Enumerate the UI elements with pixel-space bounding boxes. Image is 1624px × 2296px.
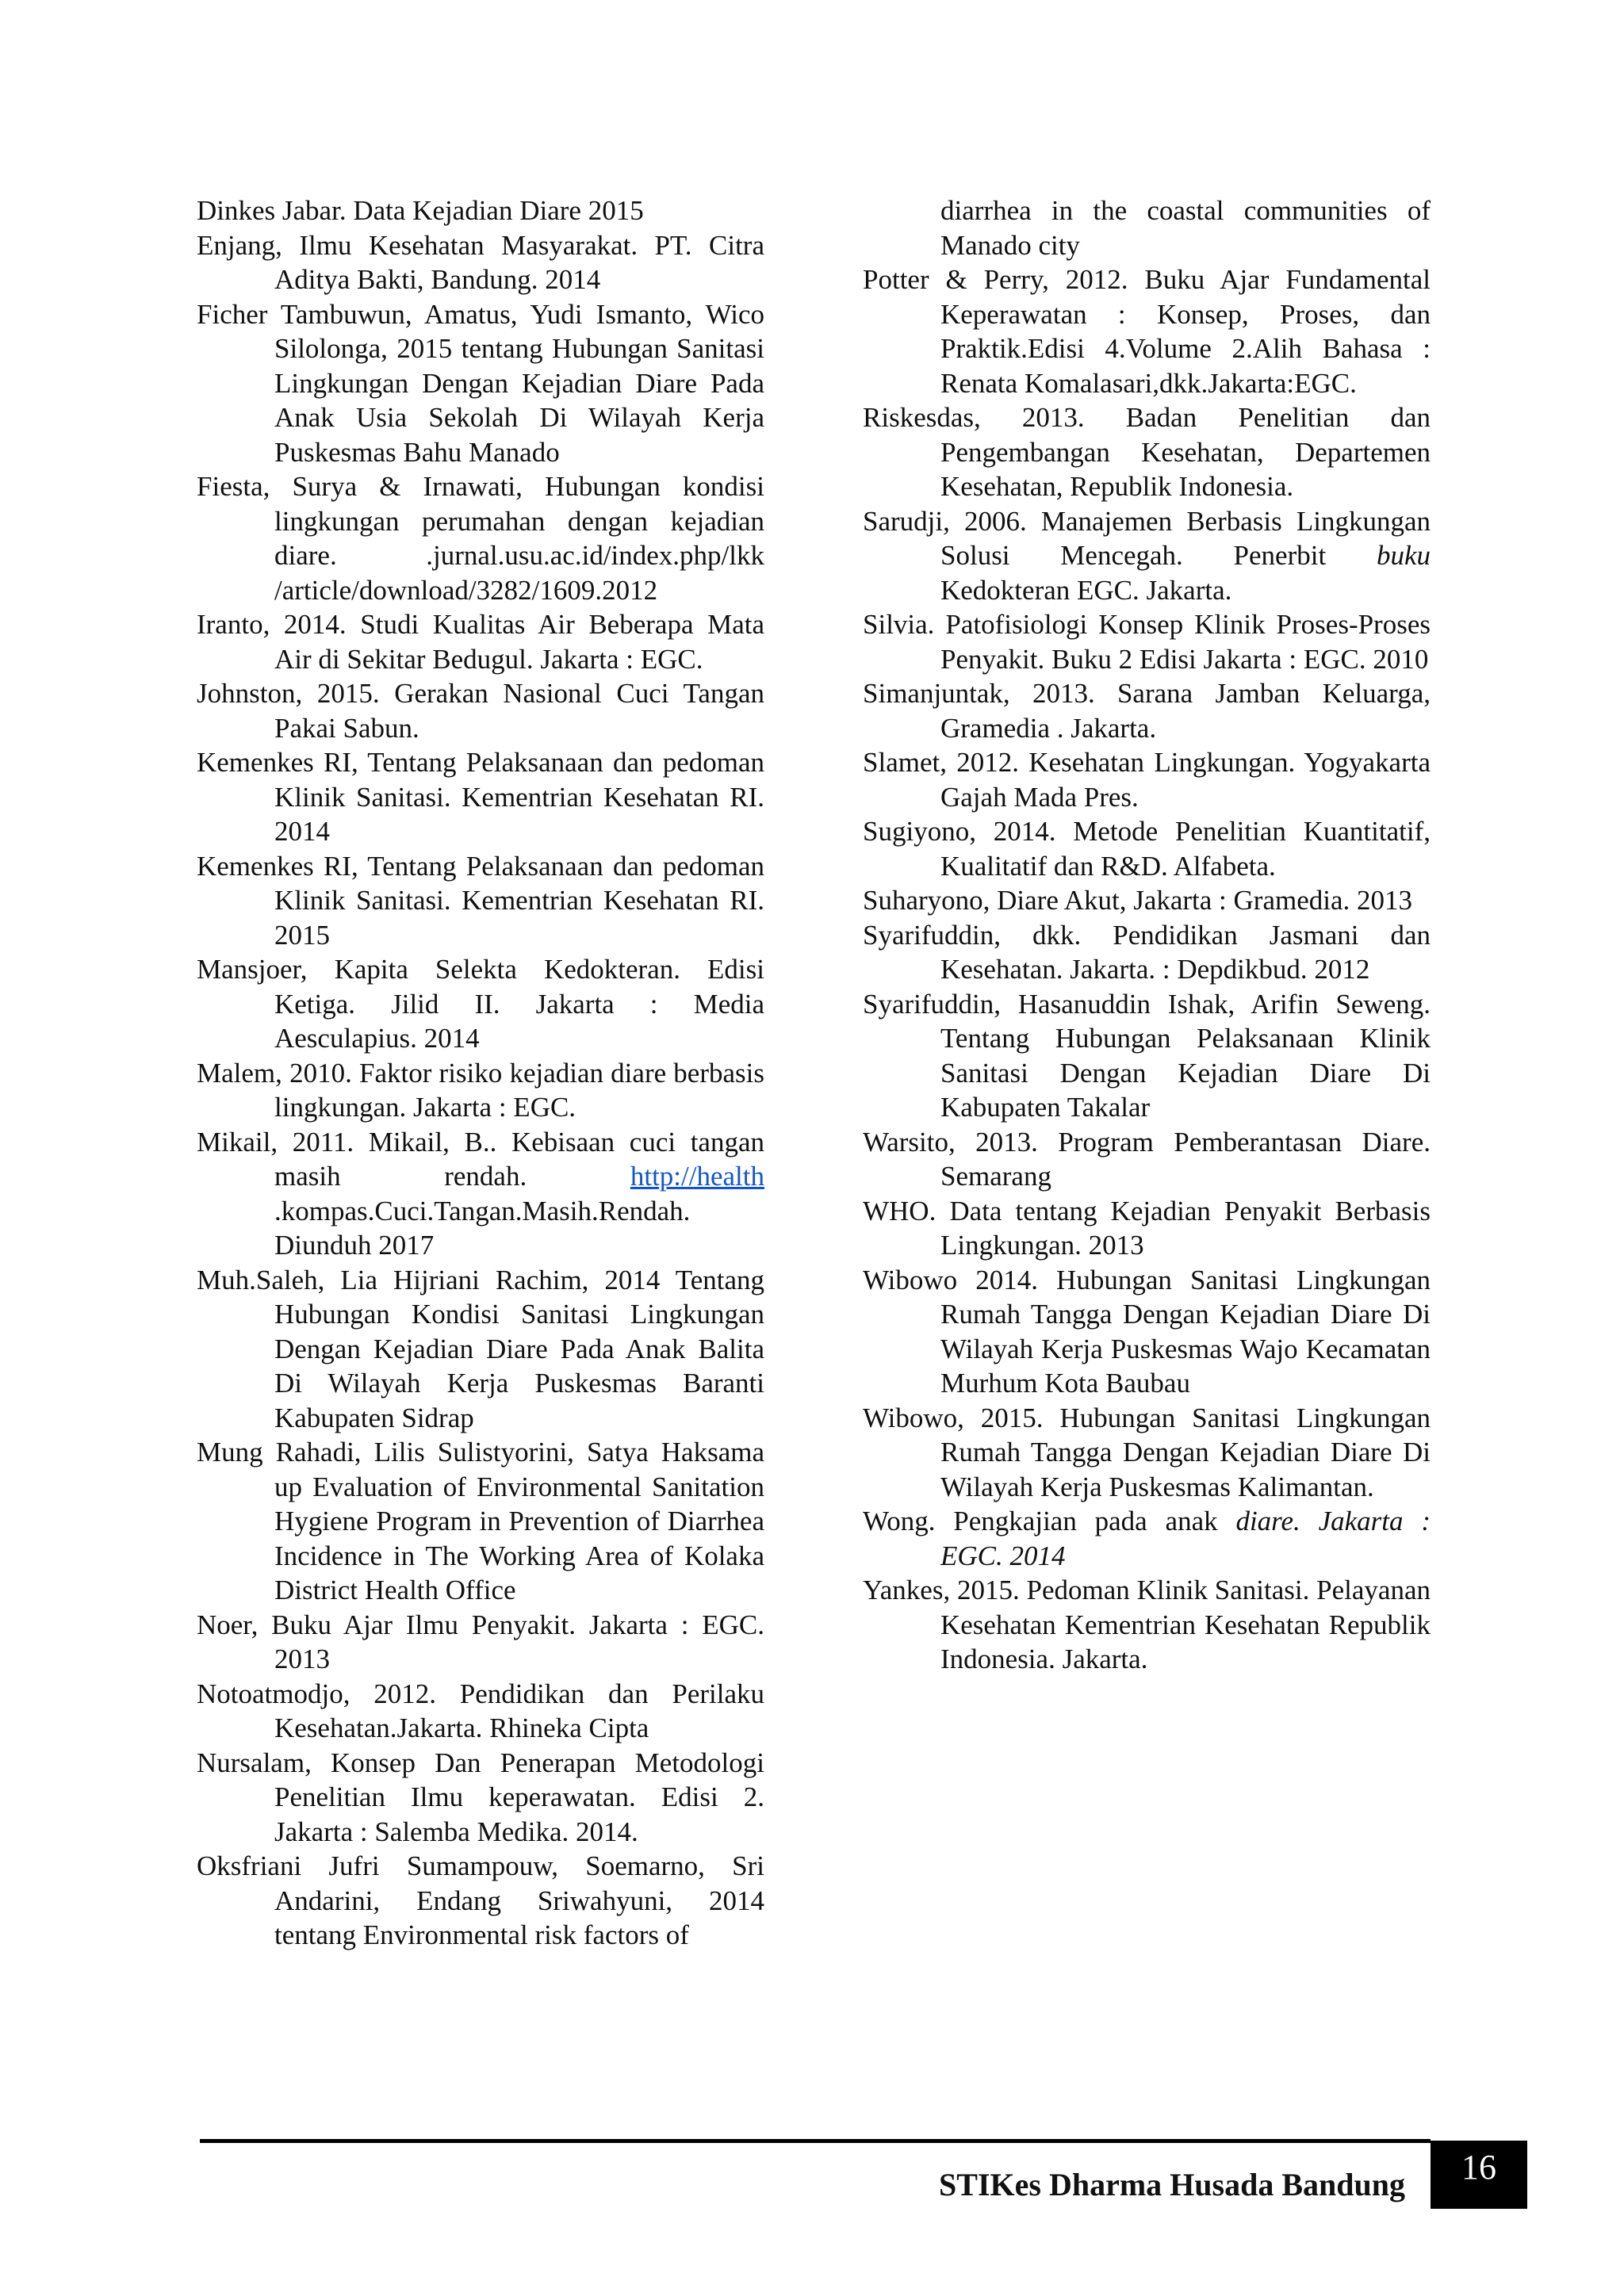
reference-text: Sarudji, 2006. Manajemen Berbasis Lingkungan Solusi Mencegah. Penerbit	[863, 505, 1431, 571]
reference-entry: Noer, Buku Ajar Ilmu Penyakit. Jakarta : EGC. 2013	[197, 1609, 764, 1674]
reference-entry: Kemenkes RI, Tentang Pelaksanaan dan pedoman Klinik Sanitasi. Kementrian Kesehatan RI. 2014	[197, 747, 764, 847]
reference-text: Mikail, 2011. Mikail, B.. Kebisaan cuci tangan masih rendah.	[197, 1126, 764, 1192]
reference-entry: Johnston, 2015. Gerakan Nasional Cuci Tangan Pakai Sabun.	[197, 678, 764, 744]
reference-entry-wong	[863, 1504, 1431, 1573]
reference-entry: Mansjoer, Kapita Selekta Kedokteran. Edisi Ketiga. Jilid II. Jakarta : Media Aesculapius. 2014	[197, 954, 764, 1054]
reference-entry: Fiesta, Surya & Irnawati, Hubungan kondisi lingkungan perumahan dengan kejadian diare. .jurnal.usu.ac.id/index.php/lkk /article/download/3282/1609.2012	[197, 471, 764, 606]
reference-entry: Warsito, 2013. Program Pemberantasan Diare. Semarang	[863, 1126, 1431, 1192]
reference-italic-text: buku	[1376, 540, 1431, 571]
references-left-column	[197, 193, 764, 1953]
reference-text: Kedokteran EGC. Jakarta.	[940, 574, 1232, 606]
footer-divider	[200, 2139, 1431, 2143]
reference-entry: Muh.Saleh, Lia Hijriani Rachim, 2014 Tentang Hubungan Kondisi Sanitasi Lingkungan Dengan Kejadian Diare Pada Anak Balita Di Wilayah Kerja Puskesmas Baranti Kabupaten Sidrap	[197, 1264, 764, 1433]
reference-entry: Riskesdas, 2013. Badan Penelitian dan Pengembangan Kesehatan, Departemen Kesehatan, Republik Indonesia.	[863, 402, 1431, 502]
reference-text: Wong. Pengkajian pada anak	[863, 1506, 1236, 1536]
reference-entry: Syarifuddin, Hasanuddin Ishak, Arifin Seweng. Tentang Hubungan Pelaksanaan Klinik Sanitasi Dengan Kejadian Diare Di Kabupaten Takalar	[863, 988, 1431, 1123]
reference-entry: Slamet, 2012. Kesehatan Lingkungan. Yogyakarta Gajah Mada Pres.	[863, 747, 1431, 813]
health-link[interactable]: http://health	[630, 1161, 764, 1192]
reference-entry: Silvia. Patofisiologi Konsep Klinik Proses-Proses Penyakit. Buku 2 Edisi Jakarta : EGC. 2010	[863, 609, 1431, 675]
reference-entry: Simanjuntak, 2013. Sarana Jamban Keluarga, Gramedia . Jakarta.	[863, 678, 1431, 744]
page-number: 16	[1431, 2141, 1527, 2209]
reference-entry: Notoatmodjo, 2012. Pendidikan dan Perilaku Kesehatan.Jakarta. Rhineka Cipta	[197, 1678, 764, 1743]
reference-entry: Ficher Tambuwun, Amatus, Yudi Ismanto, Wico Silolonga, 2015 tentang Hubungan Sanitasi Lingkungan Dengan Kejadian Diare Pada Anak Usia Sekolah Di Wilayah Kerja Puskesmas Bahu Manado	[197, 298, 764, 468]
reference-entry: Nursalam, Konsep Dan Penerapan Metodologi Penelitian Ilmu keperawatan. Edisi 2. Jakarta : Salemba Medika. 2014.	[197, 1747, 764, 1847]
reference-entry: Yankes, 2015. Pedoman Klinik Sanitasi. Pelayanan Kesehatan Kementrian Kesehatan Republik Indonesia. Jakarta.	[863, 1575, 1431, 1674]
reference-entry-sarudji	[863, 504, 1431, 608]
references-right-column	[863, 193, 1431, 1677]
reference-continuation: diarrhea in the coastal communities of Manado city	[940, 195, 1431, 261]
reference-text: .kompas.Cuci.Tangan.Masih.Rendah. Diunduh 2017	[274, 1195, 691, 1261]
reference-entry: Syarifuddin, dkk. Pendidikan Jasmani dan Kesehatan. Jakarta. : Depdikbud. 2012	[863, 919, 1431, 985]
reference-italic-text: diare. Jakarta : EGC. 2014	[940, 1506, 1431, 1571]
reference-entry: Wibowo, 2015. Hubungan Sanitasi Lingkungan Rumah Tangga Dengan Kejadian Diare Di Wilayah Kerja Puskesmas Kalimantan.	[863, 1402, 1431, 1502]
reference-entry-mikail	[197, 1125, 764, 1263]
reference-entry: WHO. Data tentang Kejadian Penyakit Berbasis Lingkungan. 2013	[863, 1195, 1431, 1261]
reference-entry: Malem, 2010. Faktor risiko kejadian diare berbasis lingkungan. Jakarta : EGC.	[197, 1057, 764, 1123]
reference-entry: Oksfriani Jufri Sumampouw, Soemarno, Sri Andarini, Endang Sriwahyuni, 2014 tentang Environmental risk factors of	[197, 1850, 764, 1950]
reference-entry: Suharyono, Diare Akut, Jakarta : Gramedia. 2013	[863, 885, 1413, 916]
footer-institution: STIKes Dharma Husada Bandung	[939, 2167, 1405, 2202]
reference-entry: Potter & Perry, 2012. Buku Ajar Fundamental Keperawatan : Konsep, Proses, dan Praktik.Edisi 4.Volume 2.Alih Bahasa : Renata Komalasari,dkk.Jakarta:EGC.	[863, 264, 1431, 399]
reference-entry: Enjang, Ilmu Kesehatan Masyarakat. PT. Citra Aditya Bakti, Bandung. 2014	[197, 229, 764, 295]
reference-entry: Wibowo 2014. Hubungan Sanitasi Lingkungan Rumah Tangga Dengan Kejadian Diare Di Wilayah Kerja Puskesmas Wajo Kecamatan Murhum Kota Baubau	[863, 1264, 1431, 1399]
reference-entry: Mung Rahadi, Lilis Sulistyorini, Satya Haksama up Evaluation of Environmental Sanitation Hygiene Program in Prevention of Diarrhea Incidence in The Working Area of Kolaka District Health Office	[197, 1437, 764, 1605]
reference-entry: Sugiyono, 2014. Metode Penelitian Kuantitatif, Kualitatif dan R&D. Alfabeta.	[863, 816, 1431, 882]
reference-entry: Dinkes Jabar. Data Kejadian Diare 2015	[197, 195, 644, 226]
reference-entry: Kemenkes RI, Tentang Pelaksanaan dan pedoman Klinik Sanitasi. Kementrian Kesehatan RI. 2015	[197, 850, 764, 951]
reference-entry: Iranto, 2014. Studi Kualitas Air Beberapa Mata Air di Sekitar Bedugul. Jakarta : EGC.	[197, 609, 764, 675]
